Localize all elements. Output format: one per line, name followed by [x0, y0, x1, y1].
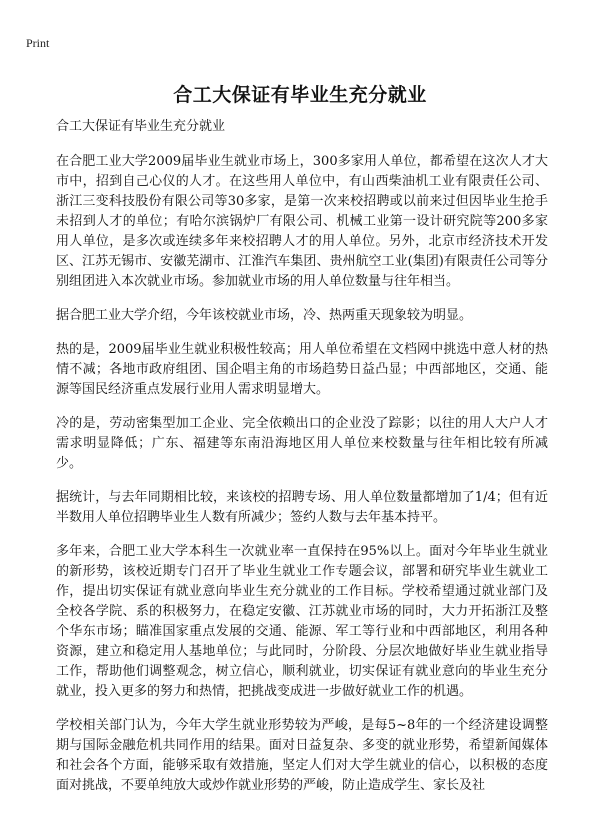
article-subtitle: 合工大保证有毕业生充分就业 [56, 119, 226, 134]
paragraph-6: 多年来，合肥工业大学本科生一次就业率一直保持在95%以上。面对今年毕业生就业的新形势，该校近期专门召开了毕业生就业工作专题会议，部署和研究毕业生就业工作，提出切实保证有就业意向毕业生充分就业的工作目标。学校希望通过就业部门及全校各学院、系的积极努力，在稳定安徽、江苏就业市场的同时，大力开拓浙江及整个华东市场；瞄准国家重点发展的交通、能源、军工等行业和中西部地区，利用各种资源，建立和稳定用人基地单位；与此同时，分阶段、分层次地做好毕业生就业指导工作，帮助他们调整观念，树立信心，顺利就业，切实保证有就业意向的毕业生充分就业，投入更多的努力和热情，把挑战变成进一步做好就业工作的机遇。 [56, 544, 548, 699]
article-body [56, 117, 548, 810]
page-title: 合工大保证有毕业生充分就业 [173, 84, 427, 106]
paragraph-4: 冷的是，劳动密集型加工企业、完全依赖出口的企业没了踪影；以往的用人大户人才需求明显降低；广东、福建等东南沿海地区用人单位来校数量与往年相比较有所减少。 [56, 416, 548, 471]
paragraph-2: 据合肥工业大学介绍，今年该校就业市场，冷、热两重天现象较为明显。 [56, 308, 473, 323]
paragraph-1: 在合肥工业大学2009届毕业生就业市场上，300多家用人单位，都希望在这次人才大市中，招到自己心仪的人才。在这些用人单位中，有山西柴油机工业有限责任公司、浙江三变科技股份有限公司等30多家，是第一次来校招聘或以前来过但因毕业生抢手未招到人才的单位；有哈尔滨锅炉厂有限公司、机械工业第一设计研究院等200多家用人单位，是多次或连续多年来校招聘人才的用人单位。另外，北京市经济技术开发区、江苏无锡市、安徽芜湖市、江淮汽车集团、贵州航空工业(集团)有限责任公司等分别组团进入本次就业市场。参加就业市场的用人单位数量与往年相当。 [56, 154, 548, 289]
paragraph-7: 学校相关部门认为，今年大学生就业形势较为严峻，是每5~8年的一个经济建设调整期与国际金融危机共同作用的结果。面对日益复杂、多变的就业形势，希望新闻媒体和社会各个方面，能够采取有效措施，坚定人们对大学生就业的信心，以积极的态度面对挑战，不要单纯放大或炒作就业形势的严峻，防止造成学生、家长及社 [56, 718, 548, 793]
paragraph-5: 据统计，与去年同期相比较，来该校的招聘专场、用人单位数量都增加了1/4；但有近半数用人单位招聘毕业生人数有所减少；签约人数与去年基本持平。 [56, 490, 548, 525]
paragraph-3: 热的是，2009届毕业生就业积极性较高；用人单位希望在文档网中挑选中意人材的热情不减；各地市政府组团、国企唱主角的市场趋势日益凸显；中西部地区，交通、能源等国民经济重点发展行业用人需求明显增大。 [56, 342, 548, 397]
print-link[interactable]: Print [26, 36, 50, 50]
